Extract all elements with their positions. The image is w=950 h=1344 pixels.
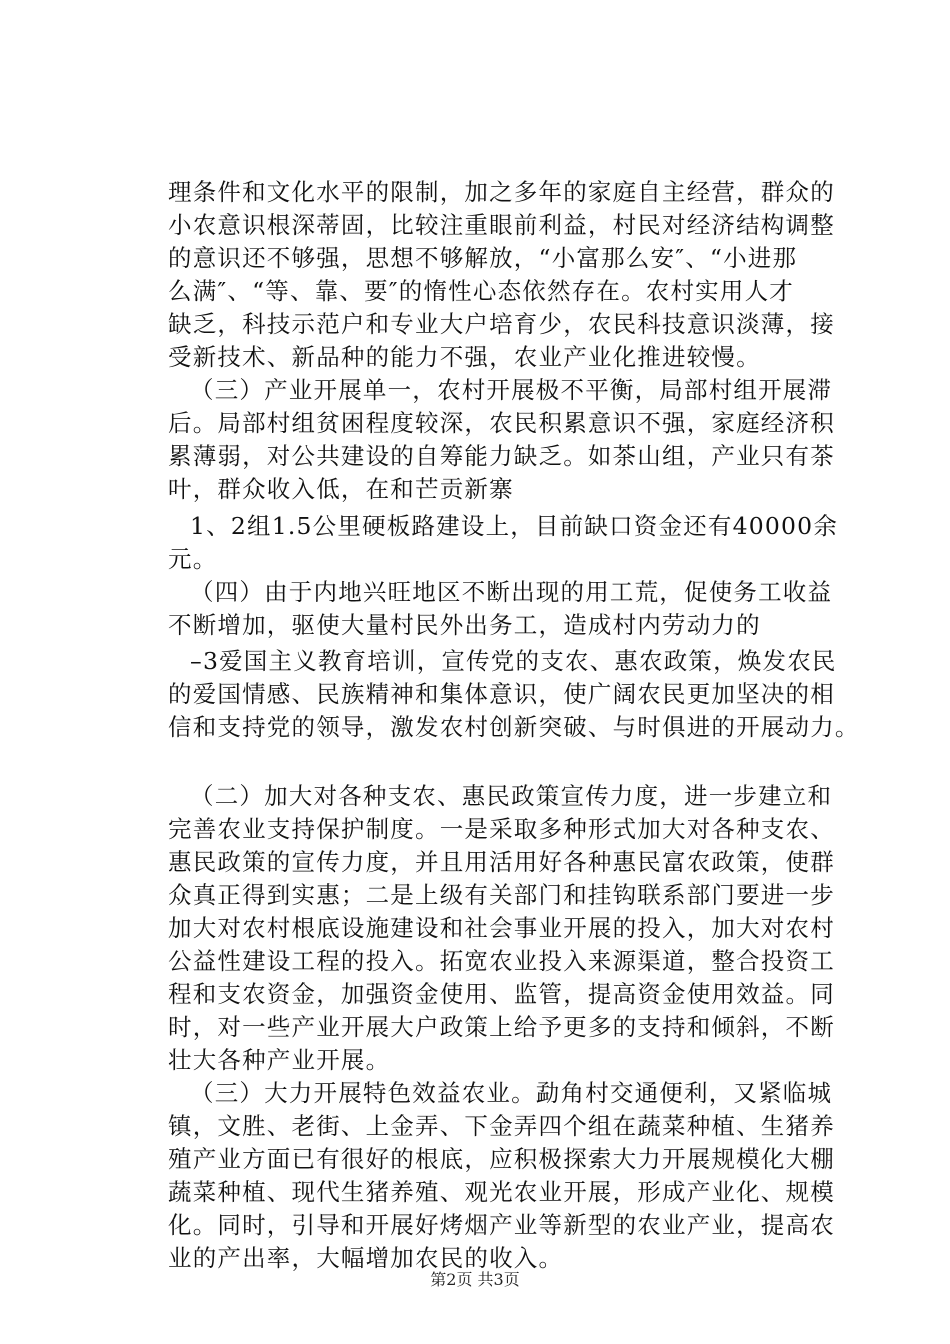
paragraph-start-line: （四）由于内地兴旺地区不断出现的用工荒，促使务工收益	[190, 578, 833, 606]
text-line: 殖产业方面已有很好的根底，应积极探索大力开展规模化大棚	[168, 1145, 835, 1173]
paragraph-start-line: （三）大力开展特色效益农业。勐角村交通便利，又紧临城	[190, 1079, 833, 1107]
text-line: 众真正得到实惠；二是上级有关部门和挂钩联系部门要进一步	[168, 881, 835, 909]
text-line: 壮大各种产业开展。	[168, 1046, 391, 1074]
text-line: 受新技术、新品种的能力不强，农业产业化推进较慢。	[168, 343, 761, 371]
text-line: 加大对农村根底设施建设和社会事业开展的投入，加大对农村	[168, 914, 835, 942]
text-line: 信和支持党的领导，激发农村创新突破、与时俱进的开展动力。	[168, 713, 860, 741]
text-line: 么满″、“等、靠、要″的惰性心态依然存在。农村实用人才	[168, 277, 794, 305]
text-line: 元。	[168, 545, 218, 573]
paragraph-start-line: （三）产业开展单一，农村开展极不平衡，局部村组开展滞	[190, 376, 833, 404]
text-line: 完善农业支持保护制度。一是采取多种形式加大对各种支农、	[168, 815, 835, 843]
text-line: 程和支农资金，加强资金使用、监管，提高资金使用效益。同	[168, 980, 835, 1008]
text-line: 理条件和文化水平的限制，加之多年的家庭自主经营，群众的	[168, 178, 835, 206]
paragraph-start-line: 1、2组1.5公里硬板路建设上，目前缺口资金还有40000余	[190, 512, 839, 540]
paragraph-start-line: –3爱国主义教育培训，宣传党的支农、惠农政策，焕发农民	[190, 647, 837, 675]
text-line: 小农意识根深蒂固，比较注重眼前利益，村民对经济结构调整	[168, 211, 835, 239]
paragraph-start-line: （二）加大对各种支农、惠民政策宣传力度，进一步建立和	[190, 782, 833, 810]
text-line: 公益性建设工程的投入。拓宽农业投入来源渠道，整合投资工	[168, 947, 835, 975]
text-line: 业的产出率，大幅增加农民的收入。	[168, 1244, 564, 1272]
text-line: 的意识还不够强，思想不够解放，“小富那么安″、“小进那	[168, 244, 798, 272]
text-line: 化。同时，引导和开展好烤烟产业等新型的农业产业，提高农	[168, 1211, 835, 1239]
text-line: 缺乏，科技示范户和专业大户培育少，农民科技意识淡薄，接	[168, 310, 835, 338]
page-number-footer: 第2页 共3页	[430, 1270, 520, 1289]
text-line: 的爱国情感、民族精神和集体意识，使广阔农民更加坚决的相	[168, 680, 835, 708]
text-line: 后。局部村组贫困程度较深，农民积累意识不强，家庭经济积	[168, 409, 835, 437]
text-line: 蔬菜种植、现代生猪养殖、观光农业开展，形成产业化、规模	[168, 1178, 835, 1206]
text-line: 镇，文胜、老街、上金弄、下金弄四个组在蔬菜种植、生猪养	[168, 1112, 835, 1140]
text-line: 累薄弱，对公共建设的自筹能力缺乏。如茶山组，产业只有茶	[168, 442, 835, 470]
text-line: 叶，群众收入低，在和芒贡新寨	[168, 475, 514, 503]
text-line: 惠民政策的宣传力度，并且用活用好各种惠民富农政策，使群	[168, 848, 835, 876]
text-line: 不断增加，驱使大量村民外出务工，造成村内劳动力的	[168, 611, 761, 639]
text-line: 时，对一些产业开展大户政策上给予更多的支持和倾斜，不断	[168, 1013, 835, 1041]
